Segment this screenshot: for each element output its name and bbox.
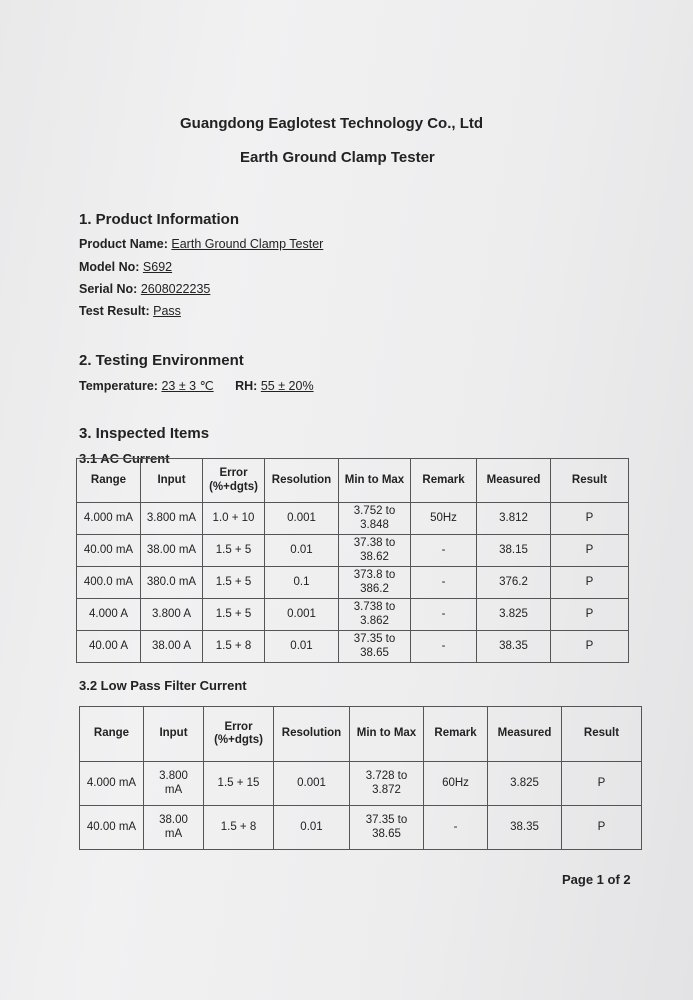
table-cell: P — [551, 599, 629, 631]
table-cell: 1.5 + 8 — [204, 806, 274, 850]
table-cell: - — [411, 599, 477, 631]
table-cell: 37.38 to 38.62 — [339, 535, 411, 567]
table-cell: 0.01 — [265, 535, 339, 567]
table-cell: 3.812 — [477, 503, 551, 535]
table-cell: 1.5 + 5 — [203, 535, 265, 567]
table-cell: 50Hz — [411, 503, 477, 535]
product-name-label: Product Name: — [79, 237, 168, 251]
lpf-current-heading: 3.2 Low Pass Filter Current — [79, 678, 247, 693]
column-header: Remark — [424, 707, 488, 762]
document-title: Earth Ground Clamp Tester — [240, 149, 435, 166]
column-header: Error (%+dgts) — [204, 707, 274, 762]
table-cell: - — [411, 535, 477, 567]
test-result-value: Pass — [153, 304, 181, 318]
table-cell: 38.00 mA — [141, 535, 203, 567]
table-cell: 3.728 to 3.872 — [350, 762, 424, 806]
table-cell: P — [562, 806, 642, 850]
table-cell: 3.825 — [477, 599, 551, 631]
table-cell: P — [562, 762, 642, 806]
table-cell: 38.00 mA — [144, 806, 204, 850]
table-cell: 38.00 A — [141, 631, 203, 663]
serial-value: 2608022235 — [140, 282, 211, 296]
page-number: Page 1 of 2 — [562, 872, 631, 887]
table-cell: 3.800 A — [141, 599, 203, 631]
table-cell: P — [551, 631, 629, 663]
table-cell: 0.001 — [265, 599, 339, 631]
ac-current-heading: 3.1 AC Current — [79, 451, 170, 466]
table-cell: - — [411, 631, 477, 663]
table-row — [77, 631, 629, 663]
product-info-heading: 1. Product Information — [79, 211, 240, 228]
column-header: Resolution — [265, 459, 339, 503]
model-value: S692 — [142, 260, 173, 274]
test-result-row — [79, 304, 181, 318]
column-header: Min to Max — [339, 459, 411, 503]
table-row — [77, 567, 629, 599]
table-cell: 1.5 + 5 — [203, 599, 265, 631]
table-cell: 0.001 — [265, 503, 339, 535]
column-header: Min to Max — [350, 707, 424, 762]
table-cell: 3.825 — [488, 762, 562, 806]
table-cell: P — [551, 535, 629, 567]
table-cell: 4.000 A — [77, 599, 141, 631]
table-cell: 1.5 + 8 — [203, 631, 265, 663]
environment-row — [79, 378, 314, 393]
column-header: Measured — [488, 707, 562, 762]
column-header: Result — [562, 707, 642, 762]
table-cell: 38.35 — [477, 631, 551, 663]
table-cell: 373.8 to 386.2 — [339, 567, 411, 599]
table-cell: 0.01 — [265, 631, 339, 663]
table-cell: 0.1 — [265, 567, 339, 599]
temperature-value: 23 ± 3 ℃ — [161, 379, 214, 393]
test-result-label: Test Result: — [79, 304, 150, 318]
table-cell: 1.5 + 15 — [204, 762, 274, 806]
rh-label: RH: — [235, 379, 258, 393]
column-header: Remark — [411, 459, 477, 503]
table-cell: 400.0 mA — [77, 567, 141, 599]
column-header: Range — [77, 459, 141, 503]
column-header: Input — [144, 707, 204, 762]
table-cell: 0.001 — [274, 762, 350, 806]
temperature-label: Temperature: — [79, 379, 158, 393]
product-name-row — [79, 237, 323, 251]
column-header: Resolution — [274, 707, 350, 762]
table-row — [77, 535, 629, 567]
table-cell: 40.00 A — [77, 631, 141, 663]
table-cell: 38.15 — [477, 535, 551, 567]
inspected-heading: 3. Inspected Items — [79, 425, 210, 442]
table-cell: 3.800 mA — [144, 762, 204, 806]
table-row — [80, 762, 642, 806]
table-cell: 1.0 + 10 — [203, 503, 265, 535]
table-cell: - — [424, 806, 488, 850]
environment-heading: 2. Testing Environment — [79, 352, 244, 369]
table-cell: 40.00 mA — [77, 535, 141, 567]
table-cell: - — [411, 567, 477, 599]
table-cell: 3.800 mA — [141, 503, 203, 535]
model-row — [79, 260, 172, 274]
table-cell: 60Hz — [424, 762, 488, 806]
table-cell: 0.01 — [274, 806, 350, 850]
table-row — [80, 806, 642, 850]
table-cell: 37.35 to 38.65 — [339, 631, 411, 663]
table-cell: 40.00 mA — [80, 806, 144, 850]
table-cell: 4.000 mA — [80, 762, 144, 806]
column-header: Error (%+dgts) — [203, 459, 265, 503]
product-name-value: Earth Ground Clamp Tester — [171, 237, 324, 251]
ac-current-table — [76, 458, 629, 663]
table-header-row — [77, 459, 629, 503]
serial-row — [79, 282, 210, 296]
table-cell: 3.752 to 3.848 — [339, 503, 411, 535]
table-cell: 38.35 — [488, 806, 562, 850]
table-header-row — [80, 707, 642, 762]
table-cell: 376.2 — [477, 567, 551, 599]
table-cell: 4.000 mA — [77, 503, 141, 535]
column-header: Result — [551, 459, 629, 503]
table-row — [77, 599, 629, 631]
model-label: Model No: — [79, 260, 140, 274]
serial-label: Serial No: — [79, 282, 138, 296]
table-row — [77, 503, 629, 535]
table-cell: P — [551, 567, 629, 599]
table-cell: 380.0 mA — [141, 567, 203, 599]
column-header: Range — [80, 707, 144, 762]
rh-value: 55 ± 20% — [260, 379, 314, 393]
lpf-current-table — [79, 706, 642, 850]
column-header: Measured — [477, 459, 551, 503]
table-cell: P — [551, 503, 629, 535]
table-cell: 1.5 + 5 — [203, 567, 265, 599]
table-cell: 37.35 to 38.65 — [350, 806, 424, 850]
column-header: Input — [141, 459, 203, 503]
table-cell: 3.738 to 3.862 — [339, 599, 411, 631]
company-name: Guangdong Eaglotest Technology Co., Ltd — [180, 115, 484, 132]
